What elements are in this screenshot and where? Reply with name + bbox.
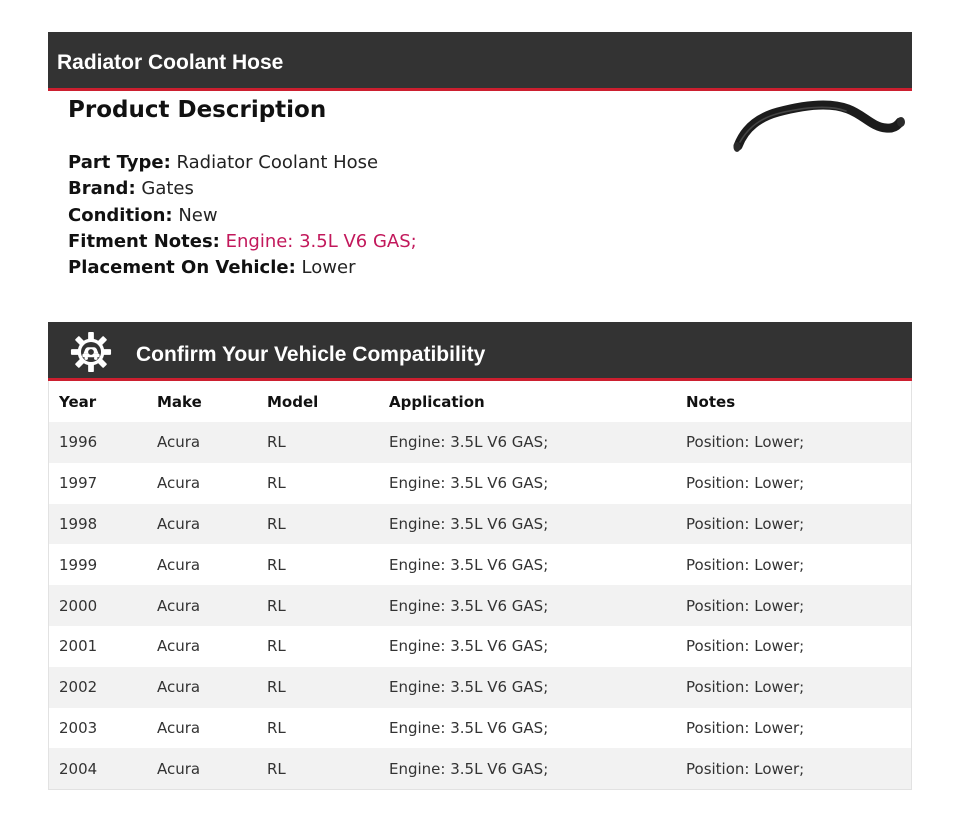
cell-application: Engine: 3.5L V6 GAS;	[379, 667, 676, 708]
spec-value: New	[178, 204, 218, 226]
table-header-row	[49, 381, 911, 422]
cell-year: 2004	[49, 748, 147, 789]
product-description-heading: Product Description	[68, 97, 327, 123]
cell-year: 2003	[59, 718, 98, 737]
cell-make: Acura	[147, 748, 257, 789]
cell-make: Acura	[157, 637, 201, 656]
cell-make: Acura	[147, 585, 257, 626]
cell-year: 2000	[49, 585, 147, 626]
spec-fitment	[68, 229, 417, 255]
spec-value: Radiator Coolant Hose	[176, 152, 379, 173]
cell-year: 1999	[59, 555, 98, 574]
compatibility-table	[49, 381, 911, 789]
cell-notes: Position: Lower;	[686, 474, 805, 493]
column-header-year: Year	[59, 392, 97, 411]
cell-application: Engine: 3.5L V6 GAS;	[379, 422, 676, 463]
spec-placement	[68, 255, 417, 281]
compatibility-table-container	[48, 381, 912, 790]
cell-model: RL	[267, 718, 286, 737]
spec-label: Fitment Notes:	[68, 230, 220, 252]
spec-label: Brand:	[68, 178, 136, 200]
spec-brand	[68, 176, 417, 202]
cell-model: RL	[267, 474, 286, 493]
cell-make: Acura	[147, 667, 257, 708]
cell-make: Acura	[147, 422, 257, 463]
table-row	[49, 585, 911, 626]
cell-year: 2002	[49, 667, 147, 708]
cell-notes: Position: Lower;	[676, 585, 911, 626]
table-row	[49, 626, 911, 667]
cell-application: Engine: 3.5L V6 GAS;	[379, 504, 676, 545]
cell-application: Engine: 3.5L V6 GAS;	[379, 585, 676, 626]
column-header-make: Make	[157, 392, 202, 411]
spec-part-type	[68, 150, 417, 176]
table-row	[49, 748, 911, 789]
cell-model: RL	[257, 748, 379, 789]
spec-label: Condition:	[68, 204, 173, 226]
table-row	[49, 544, 911, 585]
spec-condition	[68, 203, 417, 229]
cell-year: 2001	[59, 637, 98, 656]
cell-notes: Position: Lower;	[676, 422, 911, 463]
compatibility-title: Confirm Your Vehicle Compatibility	[136, 343, 486, 366]
cell-model: RL	[267, 555, 286, 574]
cell-model: RL	[257, 667, 379, 708]
cell-application: Engine: 3.5L V6 GAS;	[389, 474, 549, 493]
cell-model: RL	[257, 504, 379, 545]
cell-year: 1996	[49, 422, 147, 463]
title-bar	[48, 32, 912, 91]
column-header-notes: Notes	[686, 392, 736, 411]
cell-application: Engine: 3.5L V6 GAS;	[389, 718, 549, 737]
cell-application: Engine: 3.5L V6 GAS;	[389, 637, 549, 656]
cell-year: 1997	[59, 474, 98, 493]
cell-year: 1998	[49, 504, 147, 545]
cell-make: Acura	[157, 474, 201, 493]
spec-label: Part Type:	[68, 152, 171, 173]
table-row	[49, 504, 911, 545]
cell-notes: Position: Lower;	[686, 555, 805, 574]
hose-product-image	[726, 96, 908, 158]
column-header-application: Application	[389, 392, 485, 411]
spec-value: Lower	[301, 257, 356, 279]
product-spec-list	[68, 150, 417, 281]
cell-application: Engine: 3.5L V6 GAS;	[389, 555, 549, 574]
table-row	[49, 463, 911, 504]
cell-model: RL	[257, 585, 379, 626]
spec-value: Gates	[141, 178, 194, 200]
table-row	[49, 422, 911, 463]
compatibility-bar	[48, 322, 912, 381]
cell-make: Acura	[147, 504, 257, 545]
gear-car-icon	[70, 331, 112, 373]
cell-make: Acura	[157, 555, 201, 574]
cell-notes: Position: Lower;	[676, 748, 911, 789]
cell-notes: Position: Lower;	[676, 667, 911, 708]
cell-make: Acura	[157, 718, 201, 737]
cell-notes: Position: Lower;	[686, 637, 805, 656]
cell-notes: Position: Lower;	[686, 718, 805, 737]
spec-value: Engine: 3.5L V6 GAS;	[225, 230, 417, 252]
table-row	[49, 667, 911, 708]
cell-notes: Position: Lower;	[676, 504, 911, 545]
spec-label: Placement On Vehicle:	[68, 257, 296, 279]
cell-application: Engine: 3.5L V6 GAS;	[379, 748, 676, 789]
cell-model: RL	[257, 422, 379, 463]
column-header-model: Model	[267, 392, 319, 411]
page-title: Radiator Coolant Hose	[57, 51, 284, 74]
table-row	[49, 708, 911, 749]
cell-model: RL	[267, 637, 286, 656]
